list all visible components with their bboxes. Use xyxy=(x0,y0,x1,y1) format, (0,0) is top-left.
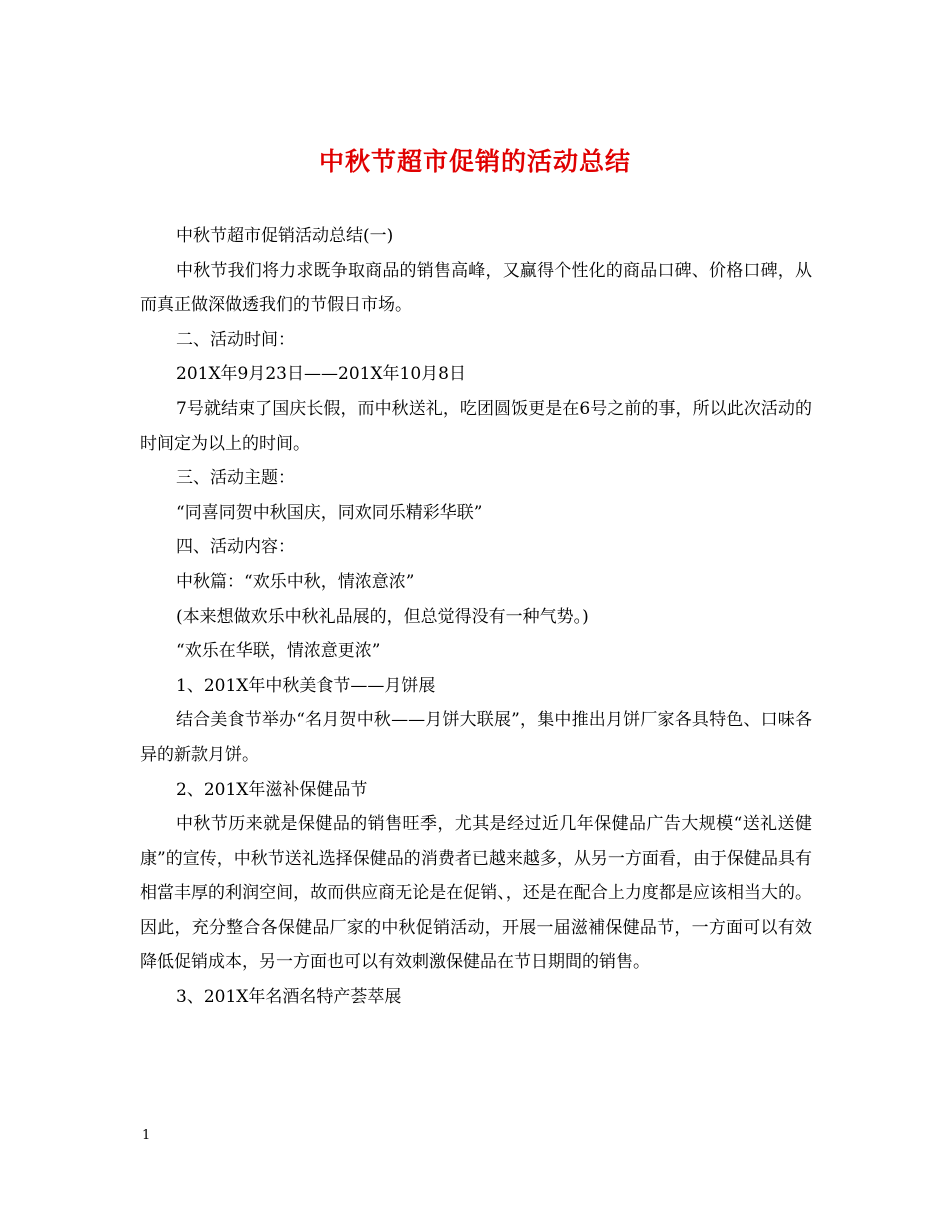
paragraph: “欢乐在华联，情浓意更浓” xyxy=(176,641,381,662)
paragraph: 结合美食节举办“名月贺中秋——月饼大联展”，集中推出月饼厂家各具特色、口味各异的新款月饼。 xyxy=(140,710,812,765)
page-number: 1 xyxy=(142,1128,151,1143)
section-heading-theme: 三、活动主题： xyxy=(176,468,295,489)
list-item-wine-specialties: 3、201X年名酒名特产荟萃展 xyxy=(176,987,402,1008)
section-heading-content: 四、活动内容： xyxy=(176,537,295,558)
list-item-mooncake-exhibition: 1、201X年中秋美食节——月饼展 xyxy=(176,675,436,696)
paragraph: 中秋篇：“欢乐中秋，情浓意浓” xyxy=(176,571,415,592)
document-body xyxy=(140,219,812,1015)
paragraph-date-range: 201X年9月23日——201X年10月8日 xyxy=(176,364,466,385)
paragraph-theme: “同喜同贺中秋国庆，同欢同乐精彩华联” xyxy=(176,502,483,523)
paragraph-subtitle: 中秋节超市促销活动总结(一) xyxy=(176,226,394,246)
paragraph: 中秋节我们将力求既争取商品的销售高峰，又赢得个性化的商品口碑、价格口碑，从而真正做深做透我们的节假日市场。 xyxy=(140,260,812,316)
paragraph: 7号就结束了国庆长假，而中秋送礼，吃团圆饭更是在6号之前的事，所以此次活动的时间定为以上的时间。 xyxy=(140,398,812,454)
paragraph: (本来想做欢乐中秋礼品展的，但总觉得没有一种气势。) xyxy=(176,606,589,627)
paragraph: 中秋节历来就是保健品的销售旺季，尤其是经过近几年保健品广告大规模“送礼送健康”的宣传，中秋节送礼选择保健品的消费者已越来越多，从另一方面看，由于保健品具有相當丰厚的利润空间，故而供应商无论是在促销、，还是在配合上力度都是应该相当大的。因此，充分整合各保健品厂家的中秋促销活动，开展一届滋補保健品节，一方面可以有效降低促销成本，另一方面也可以有效刺激保健品在节日期間的销售。 xyxy=(140,814,812,973)
list-item-health-products: 2、201X年滋补保健品节 xyxy=(176,779,368,800)
section-heading-time: 二、活动时间： xyxy=(176,329,295,350)
document-title: 中秋节超市促销的活动总结 xyxy=(318,147,631,176)
